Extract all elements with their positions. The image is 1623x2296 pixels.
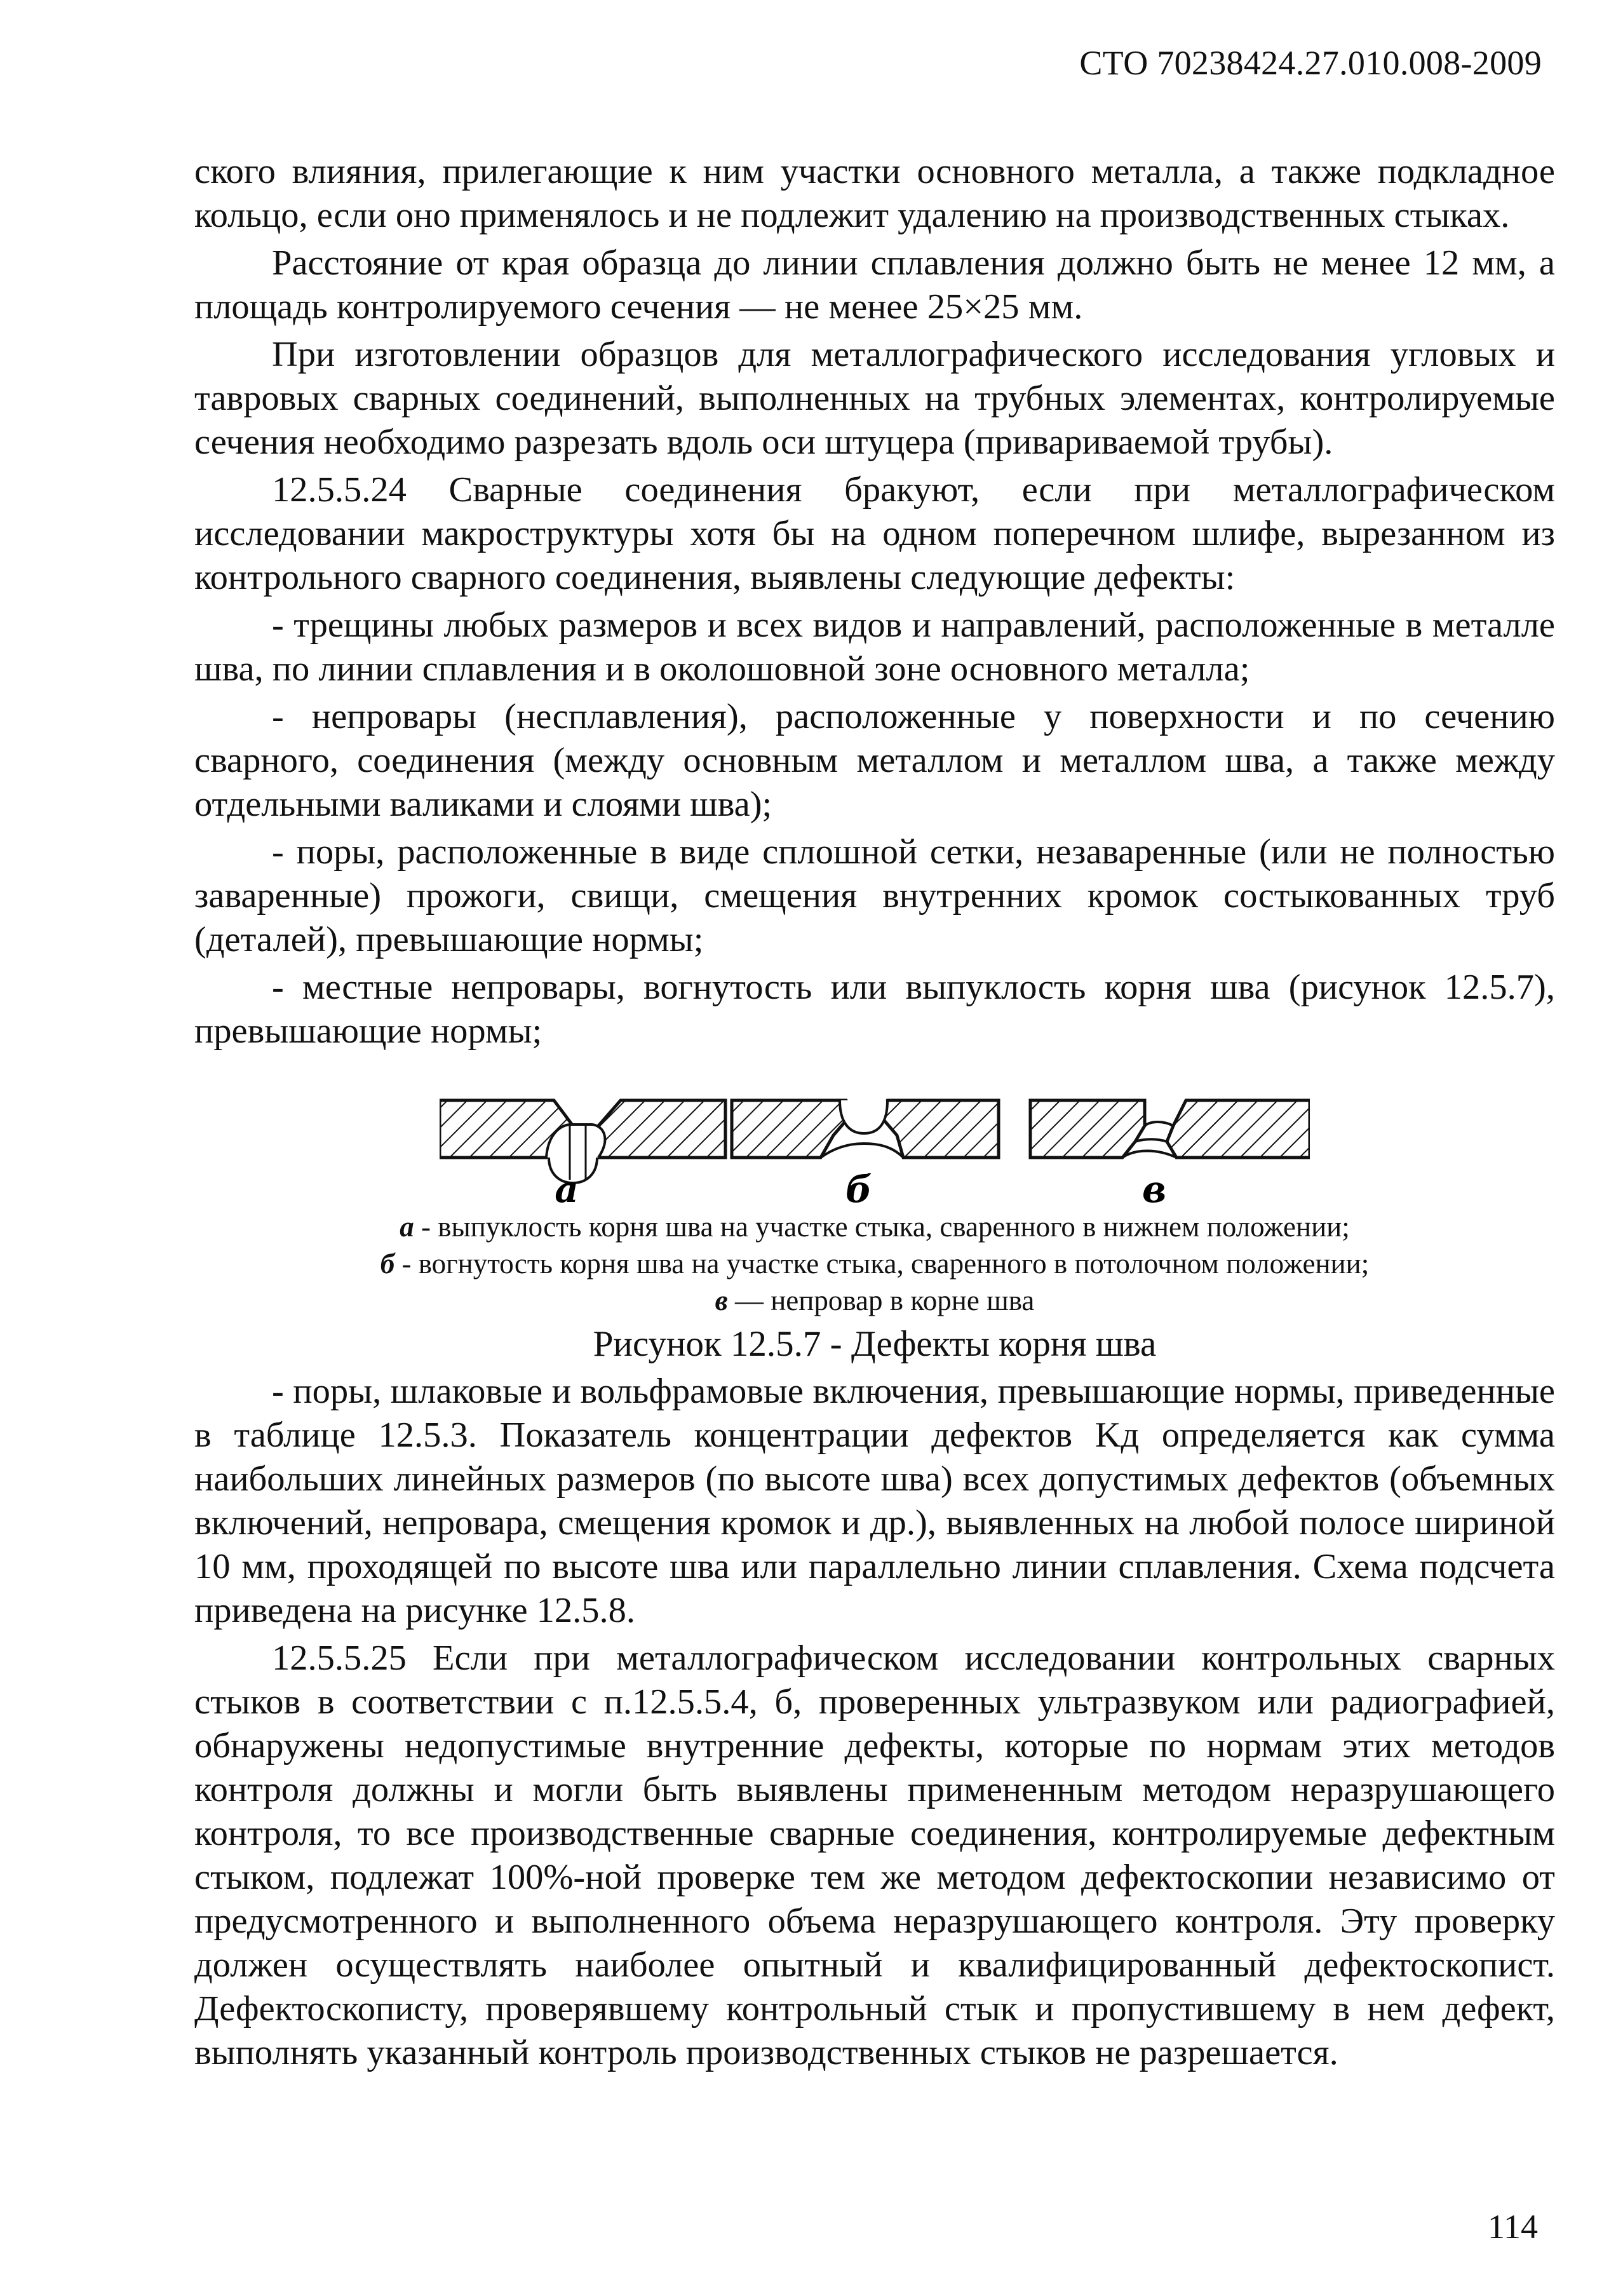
label-b: б bbox=[845, 1168, 872, 1208]
caption-b-text: - вогнутость корня шва на участке стыка, сваренного в потолочном положении; bbox=[394, 1248, 1370, 1280]
figure-title: Рисунок 12.5.7 - Дефекты корня шва bbox=[593, 1324, 1157, 1364]
caption-b-key: б bbox=[380, 1248, 395, 1280]
list-item-root-defects: - местные непровары, вогнутость или выпуклость корня шва (рисунок 12.5.7), превышающие нормы; bbox=[194, 968, 1555, 1051]
list-item-lack-of-fusion: - непровары (несплавления), расположенные у поверхности и по сечению сварного, соединения (между основным металлом и металлом шва, а также между отдельными валиками и слоями шва); bbox=[194, 697, 1555, 824]
caption-a bbox=[194, 1208, 1555, 1245]
list-item-inclusions: - поры, шлаковые и вольфрамовые включения, превышающие нормы, приведенные в таблице 12.5.3. Показатель концентрации дефектов Kд определяется как сумма наибольших линейных размеров (по высоте шва) всех допустимых дефектов (объемных включений, непровара, смещения кромок и др.), выявленных на любой полосе шириной 10 мм, проходящей по высоте шва или параллельно линии сплавления. Схема подсчета приведена на рисунке 12.5.8. bbox=[194, 1372, 1555, 1630]
paragraph-sample-distance: Расстояние от края образца до линии сплавления должно быть не менее 12 мм, а площадь контролируемого сечения — не менее 25×25 мм. bbox=[194, 243, 1555, 327]
caption-v-text: — непровар в корне шва bbox=[727, 1285, 1035, 1316]
caption-v-key: в bbox=[715, 1285, 728, 1316]
paragraph-clause-12-5-5-25: 12.5.5.25 Если при металлографическом исследовании контрольных сварных стыков в соответствии с п.12.5.5.4, б, проверенных ультразвуком или радиографией, обнаружены недопустимые внутренние дефекты, которые по нормам этих методов контроля должны и могли быть выявлены примененным методом неразрушающего контроля, то все производственные сварные соединения, контролируемые дефектным стыком, подлежат 100%-ной проверке тем же методом дефектоскопии независимо от предусмотренного и выполненного объема неразрушающего контроля. Эту проверку должен осуществлять наиболее опытный и квалифицированный дефектоскопист. Дефектоскописту, проверявшему контрольный стык и пропустившему в нем дефект, выполнять указанный контроль производственных стыков не разрешается. bbox=[194, 1638, 1555, 2072]
label-v: в bbox=[1141, 1168, 1167, 1208]
list-item-cracks: - трещины любых размеров и всех видов и направлений, расположенные в металле шва, по линии сплавления и в околошовной зоне основного металла; bbox=[194, 605, 1555, 689]
caption-b bbox=[194, 1245, 1555, 1282]
panel-b-concave-root bbox=[732, 1100, 999, 1158]
weld-root-defects-diagram bbox=[440, 1088, 1310, 1208]
caption-a-text: - выпуклость корня шва на участке стыка, сваренного в нижнем положении; bbox=[414, 1211, 1350, 1243]
paragraph-sample-preparation: При изготовлении образцов для металлографического исследования угловых и тавровых сварных соединений, выполненных на трубных элементах, контролируемые сечения необходимо разрезать вдоль оси штуцера (привариваемой трубы). bbox=[194, 335, 1555, 462]
figure-root-defects bbox=[194, 1088, 1555, 1367]
panel-a-convex-root bbox=[440, 1100, 725, 1183]
page-number: 114 bbox=[1488, 2208, 1538, 2246]
panel-v-incomplete-penetration bbox=[1030, 1100, 1310, 1158]
document-code-header: СТО 70238424.27.010.008-2009 bbox=[1079, 44, 1542, 82]
caption-a-key: а bbox=[400, 1211, 414, 1243]
caption-v bbox=[194, 1282, 1555, 1319]
paragraph-continuation: ского влияния, прилегающие к ним участки основного металла, а также подкладное кольцо, если оно применялось и не подлежит удалению на производственных стыках. bbox=[194, 152, 1555, 235]
label-a: а bbox=[555, 1168, 579, 1208]
list-item-pores-network: - поры, расположенные в виде сплошной сетки, незаваренные (или не полностью заваренные) прожоги, свищи, смещения внутренних кромок состыкованных труб (деталей), превышающие нормы; bbox=[194, 832, 1555, 959]
paragraph-clause-12-5-5-24: 12.5.5.24 Сварные соединения бракуют, если при металлографическом исследовании макроструктуры хотя бы на одном поперечном шлифе, вырезанном из контрольного сварного соединения, выявлены следующие дефекты: bbox=[194, 470, 1555, 597]
page-body bbox=[194, 150, 1555, 2079]
